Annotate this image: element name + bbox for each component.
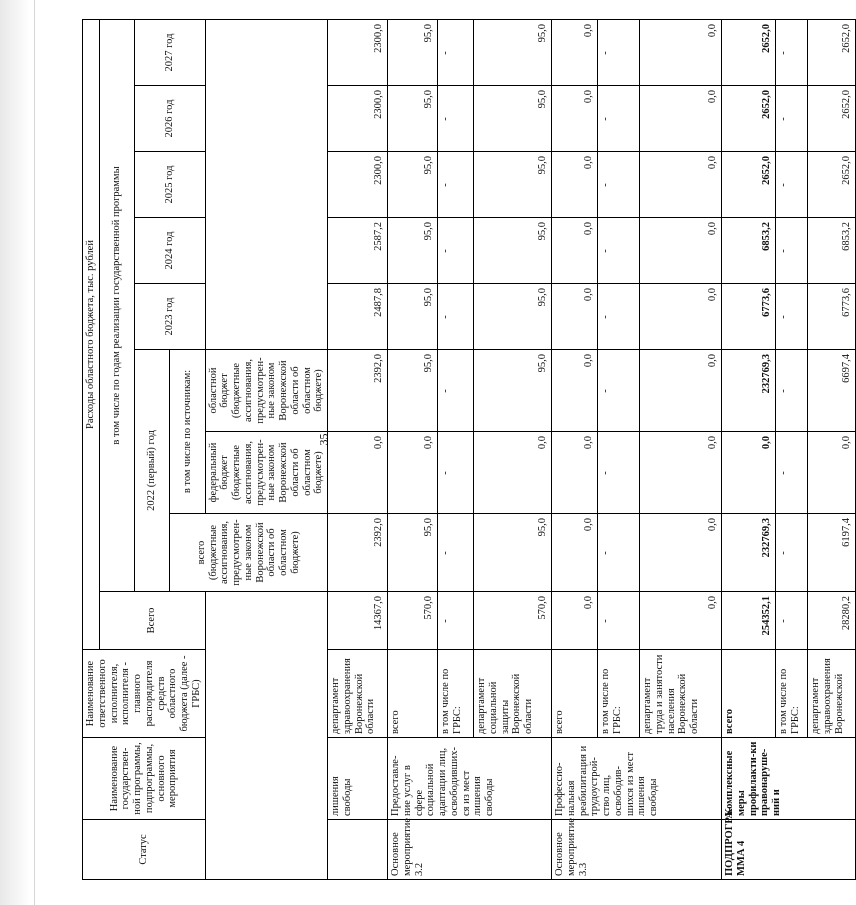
value-cell: 2652,0 (808, 86, 856, 152)
value-cell: 0,0 (640, 20, 722, 86)
value-cell: - (438, 20, 474, 86)
table-row (722, 20, 776, 880)
value-cell: 0,0 (552, 218, 598, 284)
rotated-table-container (82, 20, 853, 880)
value-cell: - (776, 350, 808, 432)
value-cell: - (776, 86, 808, 152)
header-year-2026: 2026 год (135, 86, 206, 152)
header-total: Всего (99, 592, 205, 650)
value-cell: - (598, 514, 640, 592)
scan-fold-line (34, 0, 35, 905)
header-year-2027: 2027 год (135, 20, 206, 86)
value-cell: 0,0 (640, 218, 722, 284)
value-cell: 95,0 (474, 20, 552, 86)
value-cell: - (776, 514, 808, 592)
value-cell: 2652,0 (808, 152, 856, 218)
value-cell: 2652,0 (808, 20, 856, 86)
header-by-sources: в том числе по источникам: (170, 350, 205, 514)
header-year-2024: 2024 год (135, 218, 206, 284)
value-cell: - (438, 432, 474, 514)
header-executor: Наименование ответственного исполнителя, исполнителя - главного распорядителя средств областного бюджета (далее - ГРБС) (83, 650, 206, 738)
row-executor: всего (722, 650, 776, 738)
value-cell: 2300,0 (328, 152, 388, 218)
value-cell: 570,0 (474, 592, 552, 650)
header-row-5 (205, 20, 328, 880)
value-cell: - (598, 284, 640, 350)
value-cell: 0,0 (552, 20, 598, 86)
row-executor: департамент здравоохранения Воронежской области (328, 650, 388, 738)
value-cell: - (438, 514, 474, 592)
row-status: Основное мероприятие 3.3 (552, 820, 722, 880)
value-cell: 2487,8 (328, 284, 388, 350)
value-cell: - (438, 86, 474, 152)
row-program: Профессио-нальная реабилитация и трудоустрой-ство лиц, освободив-шихся из мест лишения свободы (552, 738, 722, 820)
value-cell: 6853,2 (808, 218, 856, 284)
value-cell: 6773,6 (722, 284, 776, 350)
value-cell: 0,0 (722, 432, 776, 514)
value-cell: 0,0 (640, 350, 722, 432)
value-cell: 95,0 (388, 284, 438, 350)
scan-edge (0, 0, 30, 905)
value-cell: - (438, 350, 474, 432)
value-cell: 2652,0 (722, 20, 776, 86)
row-executor: департамент труда и занятости населения Воронежской области (640, 650, 722, 738)
value-cell: - (438, 284, 474, 350)
row-executor: департамент здравоохранения Воронежской (808, 650, 856, 738)
value-cell: - (438, 218, 474, 284)
header-regional: областной бюджет (бюджетные ассигнования, предусмотрен-ные законом Воронежской области об областном бюджете) (205, 350, 328, 432)
budget-table (82, 19, 856, 880)
value-cell: 95,0 (474, 350, 552, 432)
value-cell: 0,0 (328, 432, 388, 514)
value-cell: 2392,0 (328, 514, 388, 592)
value-cell: 95,0 (474, 152, 552, 218)
value-cell: 2652,0 (722, 152, 776, 218)
row-executor: всего (552, 650, 598, 738)
value-cell: 232769,3 (722, 350, 776, 432)
header-status: Статус (83, 820, 206, 880)
header-spacer (205, 592, 328, 880)
value-cell: 95,0 (474, 86, 552, 152)
value-cell: - (776, 432, 808, 514)
header-year-2023: 2023 год (135, 284, 206, 350)
value-cell: 95,0 (388, 350, 438, 432)
value-cell: 6197,4 (808, 514, 856, 592)
header-spacer-years (205, 20, 328, 350)
row-executor: в том числе по ГРБС: (598, 650, 640, 738)
value-cell: 0,0 (640, 592, 722, 650)
value-cell: 95,0 (388, 514, 438, 592)
value-cell: 2300,0 (328, 20, 388, 86)
value-cell: 0,0 (552, 152, 598, 218)
row-executor: департамент социальной защиты Воронежской области (474, 650, 552, 738)
value-cell: 0,0 (640, 514, 722, 592)
value-cell: 2300,0 (328, 86, 388, 152)
value-cell: 0,0 (640, 152, 722, 218)
row-status (328, 820, 388, 880)
value-cell: 95,0 (388, 86, 438, 152)
row-program: Предоставле-ние услуг в сфере социальной адаптации лиц, освободивших-ся из мест лишения свободы (388, 738, 552, 820)
row-program: Комплексные меры профилакти-ки правонаруше-ний и (722, 738, 856, 820)
header-federal: федеральный бюджет (бюджетные ассигнования, предусмотрен-ные законом Воронежской области об областном бюджете) (205, 432, 328, 514)
page-number: 35 (316, 433, 331, 446)
value-cell: 0,0 (388, 432, 438, 514)
table-row (552, 20, 598, 880)
value-cell: 0,0 (640, 86, 722, 152)
value-cell: 0,0 (640, 432, 722, 514)
value-cell: 0,0 (552, 284, 598, 350)
value-cell: - (776, 218, 808, 284)
value-cell: 6853,2 (722, 218, 776, 284)
value-cell: 0,0 (474, 432, 552, 514)
row-status: ПОДПРОГРА-ММА 4 (722, 820, 856, 880)
row-executor: в том числе по ГРБС: (438, 650, 474, 738)
value-cell: 2392,0 (328, 350, 388, 432)
value-cell: 0,0 (552, 592, 598, 650)
value-cell: 2587,2 (328, 218, 388, 284)
row-executor: в том числе по ГРБС: (776, 650, 808, 738)
value-cell: - (438, 592, 474, 650)
header-first-year: 2022 (первый) год (135, 350, 170, 592)
value-cell: 6773,6 (808, 284, 856, 350)
value-cell: 95,0 (474, 218, 552, 284)
value-cell: - (598, 152, 640, 218)
value-cell: - (598, 86, 640, 152)
table-row (328, 20, 388, 880)
value-cell: 0,0 (552, 432, 598, 514)
table-body (328, 20, 856, 880)
header-expenses-title: Расходы областного бюджета, тыс. рублей (83, 20, 100, 650)
header-row-1 (83, 20, 100, 880)
value-cell: 6697,4 (808, 350, 856, 432)
value-cell: 254352,1 (722, 592, 776, 650)
header-program-name: Наименование государствен-ной программы, подпрограммы, основного мероприятия (83, 738, 206, 820)
value-cell: 0,0 (552, 514, 598, 592)
value-cell: 0,0 (640, 284, 722, 350)
table-row (388, 20, 438, 880)
value-cell: - (438, 152, 474, 218)
value-cell: - (598, 350, 640, 432)
value-cell: 95,0 (388, 152, 438, 218)
value-cell: 95,0 (388, 20, 438, 86)
value-cell: 2652,0 (722, 86, 776, 152)
value-cell: 0,0 (552, 86, 598, 152)
value-cell: - (776, 152, 808, 218)
value-cell: 14367,0 (328, 592, 388, 650)
header-year-2025: 2025 год (135, 152, 206, 218)
value-cell: 0,0 (808, 432, 856, 514)
value-cell: - (598, 432, 640, 514)
value-cell: - (598, 218, 640, 284)
header-vsego-assign: всего (бюджетные ассигнования, предусмотрен-ные законом Воронежской области об областном бюджете) (170, 514, 328, 592)
header-by-years: в том числе по годам реализации государственной программы (99, 20, 134, 592)
value-cell: - (776, 20, 808, 86)
value-cell: 0,0 (552, 350, 598, 432)
value-cell: 95,0 (388, 218, 438, 284)
value-cell: - (776, 284, 808, 350)
value-cell: - (598, 592, 640, 650)
value-cell: - (776, 592, 808, 650)
row-status: Основное мероприятие 3.2 (388, 820, 552, 880)
value-cell: 570,0 (388, 592, 438, 650)
value-cell: 95,0 (474, 514, 552, 592)
value-cell: - (598, 20, 640, 86)
row-executor: всего (388, 650, 438, 738)
row-program: лишения свободы (328, 738, 388, 820)
value-cell: 95,0 (474, 284, 552, 350)
value-cell: 232769,3 (722, 514, 776, 592)
value-cell: 28280,2 (808, 592, 856, 650)
